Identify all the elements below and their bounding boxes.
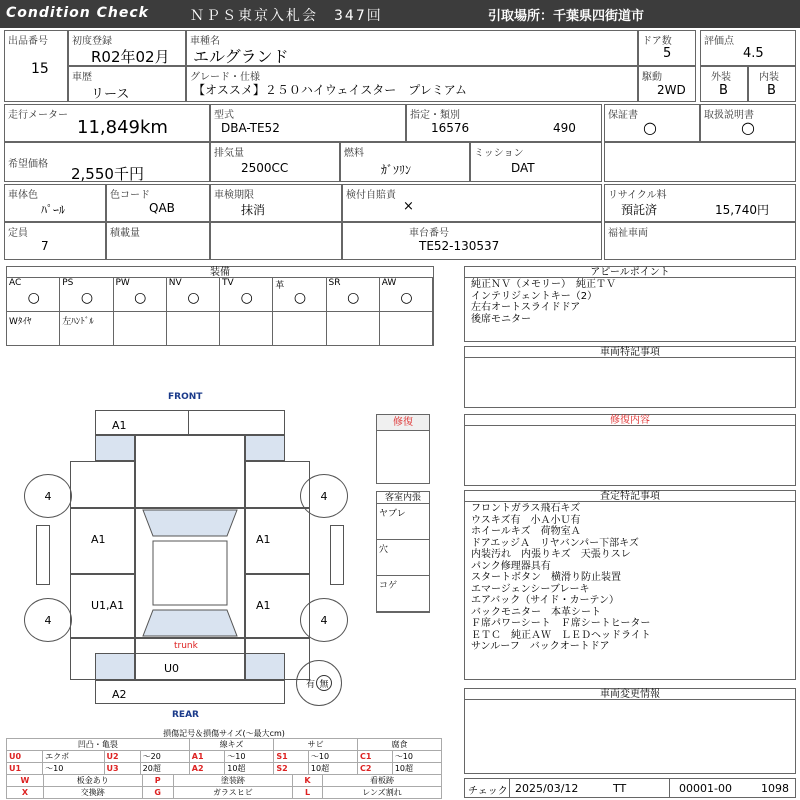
designation-cell [406,104,602,142]
doors-value: 5 [663,46,672,61]
load-label: 積載量 [110,228,140,239]
legend-desc: 10超 [225,763,274,775]
legend-code: A1 [189,751,225,763]
mileage-value: 11,849km [77,117,168,138]
equipment-value: ○ [27,290,40,306]
note-line: パンク修理器具有 [471,560,551,572]
repair-content-title: 修復内容 [465,415,795,426]
lot-value: 15 [31,61,49,77]
appeal-panel [464,266,796,342]
note-line: 後席モニター [471,313,531,325]
legend-group: 線キズ [189,739,274,751]
legend-code: G [142,787,173,799]
legend-group: 凹凸・亀裂 [7,739,190,751]
cabin-interior-title: 客室内張 [377,492,429,504]
tire-rear-left: 4 [24,598,72,642]
equipment-value: ○ [347,290,360,306]
load-cell [106,222,210,260]
body-color-value: ﾊﾟｰﾙ [41,203,66,217]
cabin-item: 穴 [377,540,429,576]
equipment-item-ps [60,278,113,312]
legend-code: U3 [104,763,140,775]
model-label: 型式 [214,110,234,121]
lot-number-cell [4,30,68,102]
fuel-value: ｶﾞｿﾘﾝ [381,163,412,177]
right-rear-door: A1 [245,574,310,638]
recycle-cell [604,184,796,222]
car-name-label: 車種名 [190,36,220,47]
legend-group: 腐食 [358,739,442,751]
displacement-value: 2500CC [241,161,289,175]
legend-desc: 〜10 [43,763,104,775]
special-notes-title: 車両特記事項 [465,347,795,358]
legend-other-table [6,774,442,799]
trunk: trunk [135,638,245,680]
note-line: ドアエッジＡ リヤバンパー下部キズ [471,537,639,549]
headlight-right [245,435,285,461]
equipment-item-革 [273,278,326,312]
chassis-value: TE52-130537 [419,239,500,253]
equipment-label: AW [381,278,397,288]
mileage-cell [4,104,210,142]
first-reg-label: 初度登録 [72,36,112,47]
equipment-label: NV [168,278,182,288]
color-code-label: 色コード [110,190,150,201]
doors-label: ドア数 [642,36,672,47]
equipment-label: PW [115,278,130,288]
legend-group: サビ [274,739,358,751]
welfare-label: 福祉車両 [608,228,648,239]
equipment-extra-cell [380,312,433,345]
model-cell [210,104,406,142]
legend-desc: ガラスヒビ [173,787,293,799]
legend-desc: 〜10 [392,751,441,763]
front-label: FRONT [168,392,203,402]
equipment-value: ○ [293,290,307,306]
inspection-notes-panel [464,490,796,680]
legend-code: A2 [189,763,225,775]
legend-desc: 〜20 [140,751,189,763]
recycle-amount: 15,740円 [715,203,769,217]
equipment-item-tv [220,278,273,312]
grade-score-label: 評価点 [704,36,734,47]
legend-code: C1 [358,751,393,763]
legend-code: S2 [274,763,309,775]
headlight-left [95,435,135,461]
repair-content-panel [464,414,796,486]
equipment-value: ○ [240,290,253,306]
legend-code: S1 [274,751,309,763]
left-front-fender [70,461,135,508]
warranty-value: ○ [643,118,657,137]
note-line: ＥＴＣ 純正ＡＷ ＬＥＤヘッドライト [471,629,651,641]
legend-code: X [7,787,44,799]
legend-desc: 10超 [392,763,441,775]
chassis-label: 車台番号 [409,228,449,239]
equipment-label: AC [9,278,22,288]
manual-cell [700,104,796,142]
equipment-row-2 [7,312,433,345]
mission-value: DAT [511,161,535,175]
legend-code: U1 [7,763,43,775]
displacement-cell [210,142,340,182]
note-line: Ｆ席パワーシート Ｆ席シートヒーター [471,618,651,629]
legend-desc: 20超 [140,763,189,775]
legend-desc: 〜10 [225,751,274,763]
price-cell [4,142,210,182]
note-line: ホイールキズ 荷物室Ａ [471,526,581,537]
inspection-notes-title: 査定特記事項 [465,491,795,502]
history-label: 車歴 [72,72,92,83]
equipment-value: ○ [400,290,413,306]
rear-label: REAR [172,710,199,720]
note-line: フロントガラス飛石キズ [471,503,581,514]
color-code-cell [106,184,210,222]
equipment-item-sr [327,278,380,312]
doors-cell [638,30,696,66]
exterior-cell [700,66,748,102]
equipment-item-nv [167,278,220,312]
cabin-item: ヤブレ [377,504,429,540]
footer-bar [464,778,796,798]
designation-value-2: 490 [553,121,576,135]
equipment-value: ○ [80,290,94,306]
equipment-item-ac [7,278,60,312]
equipment-extra-label: Wﾀｲﾔ [9,317,32,327]
mission-cell [470,142,602,182]
appeal-title: アピールポイント [465,267,795,278]
tire-front-left: 4 [24,474,72,518]
recycle-status: 預託済 [621,203,658,217]
equipment-extra-cell [327,312,380,345]
manual-label: 取扱説明書 [704,110,754,121]
cabin-interior-box [376,491,430,613]
liability-cell [342,184,602,222]
legend-code: C2 [358,763,393,775]
header-bar [0,0,800,28]
drive-label: 駆動 [642,72,662,83]
check-label: チェック [468,786,508,797]
capacity-cell [4,222,106,260]
liability-label: 検付自賠責 [346,190,396,201]
note-line: インテリジェントキー（2） [471,290,598,302]
exterior-value: B [719,83,728,98]
repair-box [376,414,430,484]
note-line: 内装汚れ 内張りキズ 天張りスレ [471,549,631,560]
legend-desc: レンズ割れ [322,787,441,799]
capacity-label: 定員 [8,228,28,239]
equipment-extra-label: 左ﾊﾝﾄﾞﾙ [62,317,94,327]
note-line: 左右オートスライドドア [471,302,581,313]
equipment-value: ○ [187,290,200,306]
drive-value: 2WD [657,83,686,97]
first-registration-cell [68,30,186,66]
footer-code: 00001-00 [679,782,732,795]
fuel-cell [340,142,470,182]
car-diagram [0,388,460,728]
equipment-label: PS [62,278,74,288]
special-notes-panel [464,346,796,408]
fuel-label: 燃料 [344,148,364,159]
change-info-title: 車両変更情報 [465,689,795,700]
equipment-item-pw [114,278,167,312]
equipment-panel [6,266,434,346]
liability-value: × [403,199,414,214]
spare-label: 有 [305,679,315,690]
windshield-graphic [135,508,245,638]
legend-desc: エクボ [43,751,104,763]
header-left-title: Condition Check [6,5,149,21]
note-line: スタートボタン 横滑り防止装置 [471,572,621,583]
legend-damage-table [6,738,442,775]
legend-desc: 塗装跡 [173,775,293,787]
history-value: リース [91,87,130,102]
equipment-extra-cell [7,312,60,345]
interior-label: 内装 [759,72,779,83]
equipment-extra-cell [220,312,273,345]
designation-value-1: 16576 [431,121,470,135]
car-name-value: エルグランド [193,47,289,66]
tire-rear-right: 4 [300,598,348,642]
legend-desc: 交換跡 [43,787,142,799]
grade-value: 【オススメ】２５０ハイウェイスター プレミアム [193,83,467,97]
left-rear-door: U1,A1 [70,574,135,638]
spare-mark: 無 [316,675,332,691]
chassis-cell [342,222,602,260]
cabin-item: コゲ [377,576,429,612]
grade-label: グレード・仕様 [190,72,260,83]
lot-label: 出品番号 [8,36,48,47]
inspection-label: 車検期限 [214,190,254,201]
note-line: ウスキズ有 小Ａ小Ｕ有 [471,514,581,526]
body-color-cell [4,184,106,222]
grade-cell [186,66,638,102]
note-line: バックモニター 本革シート [471,606,601,618]
note-line: 純正ＮＶ（メモリー） 純正ＴＶ [471,279,616,290]
grade-score-cell [700,30,796,66]
interior-value: B [767,83,776,98]
left-front-door: A1 [70,508,135,574]
drive-cell [638,66,696,102]
equipment-title: 装備 [7,267,433,278]
equipment-label: 革 [275,281,285,291]
equipment-extra-cell [167,312,220,345]
manual-value: ○ [741,118,755,137]
footer-number: 1098 [761,782,789,795]
right-front-door: A1 [245,508,310,574]
header-right-title: 引取場所：千葉県四街道市 [488,9,645,24]
designation-label: 指定・類別 [410,110,460,121]
equipment-label: TV [222,278,234,288]
legend-code: W [7,775,44,787]
model-value: DBA-TE52 [221,121,280,135]
legend-desc: 看板跡 [322,775,441,787]
welfare-cell [604,222,796,260]
history-cell [68,66,186,102]
legend-code: U0 [7,751,43,763]
capacity-value: 7 [41,239,49,253]
displacement-label: 排気量 [214,148,244,159]
rear-gate: U0 [95,653,285,680]
legend-code: L [293,787,323,799]
equipment-extra-cell [114,312,167,345]
car-name-cell [186,30,638,66]
inspection-value: 抹消 [241,203,266,217]
blank-cell-mid [210,222,342,260]
header-center-title: ＮＰＳ東京入札会 347回 [190,8,383,24]
blank-cell-right [604,142,796,182]
color-code-value: QAB [149,201,175,215]
grade-score-value: 4.5 [743,46,764,61]
legend-code: U2 [104,751,140,763]
right-mirror [330,525,344,585]
note-line: エアバック（サイド・カーテン） [471,595,619,606]
note-line: サンルーフ バックオートドア [471,641,610,652]
change-info-panel [464,688,796,774]
price-value: 2,550千円 [71,165,144,183]
warranty-label: 保証書 [608,110,638,121]
legend-desc: 板金あり [43,775,142,787]
legend-code: K [293,775,323,787]
legend-code: P [142,775,173,787]
inspection-cell [210,184,342,222]
exterior-label: 外装 [711,72,731,83]
legend-title: 損傷記号＆損傷サイズ(〜最大cm) [163,729,285,738]
left-mirror [36,525,50,585]
equipment-extra-cell [60,312,113,345]
price-label: 希望価格 [8,159,48,170]
mileage-label: 走行メーター [8,110,68,121]
equipment-item-aw [380,278,433,312]
appeal-lines [471,279,616,325]
repair-label: 修復 [377,415,429,431]
hood [135,435,245,508]
front-bumper: A1 [95,410,285,435]
legend-desc: 10超 [308,763,357,775]
equipment-value: ○ [134,290,147,306]
equipment-row [7,278,433,312]
first-reg-value: R02年02月 [91,48,170,66]
checker-name: TT [613,782,627,795]
rear-bumper: A2 [95,680,285,704]
inspection-notes-lines [471,503,651,653]
warranty-cell [604,104,700,142]
legend [6,728,442,798]
recycle-label: リサイクル料 [608,190,667,201]
body-color-label: 車体色 [8,190,38,201]
check-date: 2025/03/12 [515,782,579,795]
note-line: エマージェンシーブレーキ [471,583,590,595]
spare-tire [296,660,342,706]
interior-cell [748,66,796,102]
tire-front-right: 4 [300,474,348,518]
equipment-label: SR [328,278,341,288]
legend-desc: 〜10 [308,751,357,763]
equipment-extra-cell [273,312,326,345]
mission-label: ミッション [474,148,524,159]
front-bumper-right [188,410,285,435]
